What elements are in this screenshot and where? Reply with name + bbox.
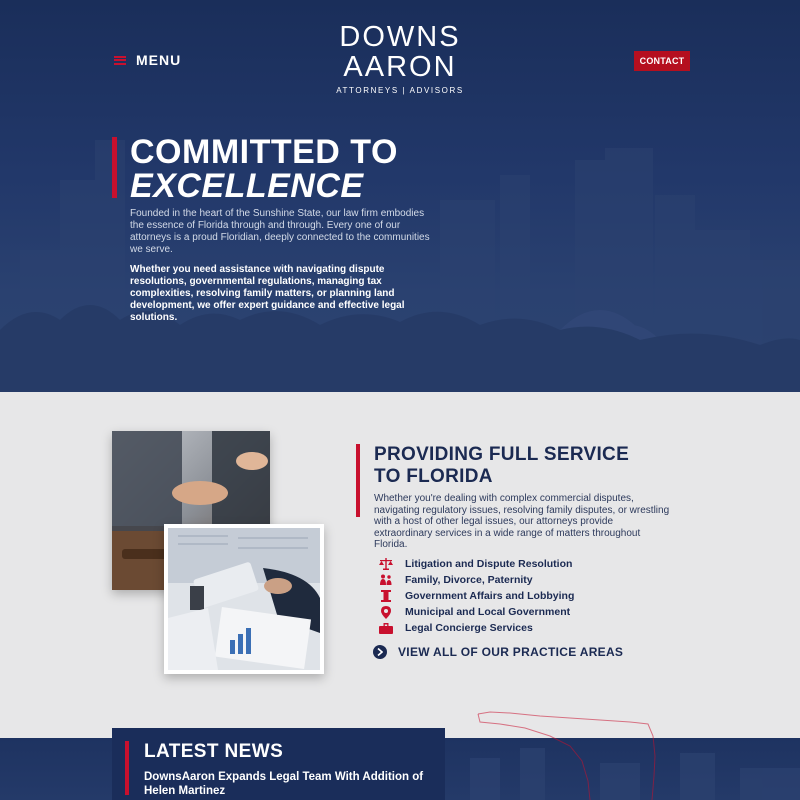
practice-item-label: Government Affairs and Lobbying	[405, 590, 575, 602]
practice-item-label: Legal Concierge Services	[405, 622, 533, 634]
services-title-line-2: TO FLORIDA	[374, 466, 493, 487]
news-headline-link[interactable]: DownsAaron Expands Legal Team With Addition of Helen Martinez	[144, 771, 424, 797]
documents-desk-photo	[164, 524, 324, 674]
florida-map-outline	[470, 706, 670, 800]
hero-section	[0, 0, 800, 392]
hero-intro-text: Founded in the heart of the Sunshine State, our law firm embodies the essence of Florida through and through. Every one of our attorneys is a proud Floridian, deeply connected to the communities we serve.	[130, 208, 430, 255]
chevron-right-icon	[373, 645, 387, 659]
contact-button[interactable]: CONTACT	[634, 51, 690, 71]
view-all-label: VIEW ALL OF OUR PRACTICE AREAS	[398, 645, 624, 659]
practice-item-label: Municipal and Local Government	[405, 606, 571, 618]
menu-label: MENU	[136, 52, 182, 68]
practice-item-litigation[interactable]	[378, 556, 574, 572]
hero-accent-bar	[112, 137, 117, 198]
view-all-practice-areas-link[interactable]	[373, 645, 623, 659]
news-accent-bar	[125, 741, 129, 795]
menu-button[interactable]	[114, 52, 181, 68]
hero-title	[130, 135, 398, 203]
hero-title-line-1: COMMITTED TO	[130, 133, 398, 171]
services-title	[374, 444, 629, 488]
practice-item-label: Litigation and Dispute Resolution	[405, 558, 573, 570]
logo-line-1: DOWNS	[339, 21, 461, 53]
logo-tagline: ATTORNEYS | ADVISORS	[336, 86, 464, 95]
briefcase-icon	[378, 621, 394, 635]
family-icon	[378, 573, 394, 587]
latest-news-title: LATEST NEWS	[144, 741, 284, 762]
logo-line-2: AARON	[343, 51, 457, 83]
hamburger-icon	[114, 56, 126, 65]
services-accent-bar	[356, 444, 360, 517]
practice-areas-list	[378, 556, 574, 636]
practice-item-government[interactable]	[378, 588, 574, 604]
column-icon	[378, 589, 394, 603]
services-description: Whether you're dealing with complex commercial disputes, navigating regulatory issues, resolving family disputes, or wrestling with a host of other legal issues, our attorneys provide extraordinary services in a wide range of matters throughout Florida.	[374, 493, 670, 550]
practice-item-family[interactable]	[378, 572, 574, 588]
hero-title-line-2: EXCELLENCE	[130, 167, 364, 205]
hero-services-text: Whether you need assistance with navigating dispute resolutions, governmental regulations, managing tax complexities, resolving family matters, or planning land development, we offer expert guidance and effective legal solutions.	[130, 264, 405, 323]
map-pin-icon	[378, 605, 394, 619]
practice-item-municipal[interactable]	[378, 604, 574, 620]
scales-icon	[378, 557, 394, 571]
practice-item-label: Family, Divorce, Paternity	[405, 574, 533, 586]
practice-item-concierge[interactable]	[378, 620, 574, 636]
services-title-line-1: PROVIDING FULL SERVICE	[374, 444, 630, 465]
firm-logo[interactable]	[300, 22, 500, 95]
